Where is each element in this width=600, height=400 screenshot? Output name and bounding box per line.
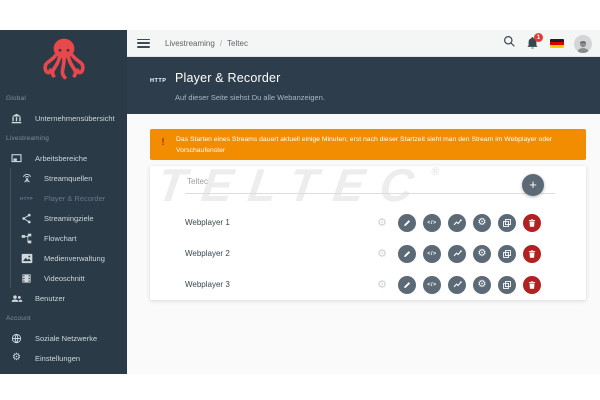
bank-icon — [9, 113, 24, 124]
main-content — [127, 114, 600, 374]
sidebar-item-arbeitsbereiche[interactable] — [0, 148, 127, 168]
processing-gear-icon: ⚙ — [377, 279, 387, 291]
breadcrumb-teltec[interactable]: Teltec — [227, 38, 248, 48]
users-icon — [9, 293, 24, 304]
webplayer-row — [150, 269, 586, 300]
filter-input[interactable] — [185, 170, 555, 194]
sidebar-item-flowchart[interactable] — [0, 228, 127, 248]
delete-button[interactable] — [523, 276, 541, 294]
duplicate-button[interactable] — [498, 276, 516, 294]
sidebar-section-account: Account — [6, 314, 31, 322]
duplicate-button[interactable] — [498, 245, 516, 263]
statistics-button[interactable] — [448, 245, 466, 263]
sidebar-item-label: Videoschnitt — [44, 273, 85, 283]
sidebar-item-benutzer[interactable] — [0, 288, 127, 308]
sidebar-section-global: Global — [6, 94, 26, 102]
gear-icon: ⚙ — [477, 247, 487, 259]
warning-banner — [150, 129, 586, 160]
menu-icon[interactable] — [137, 39, 150, 48]
edit-button[interactable] — [398, 245, 416, 263]
webplayer-name: Webplayer 3 — [185, 280, 230, 289]
sidebar-item-label: Einstellungen — [35, 353, 81, 363]
webplayer-name: Webplayer 1 — [185, 218, 230, 227]
webplayer-name: Webplayer 2 — [185, 249, 230, 258]
sidebar-item-label: Flowchart — [44, 233, 77, 243]
webplayer-list — [150, 207, 586, 300]
sidebar-indent-rail — [10, 168, 11, 288]
antenna-icon — [19, 172, 34, 184]
sidebar-item-label: Arbeitsbereiche — [35, 153, 88, 163]
sidebar-item-label: Player & Recorder — [44, 193, 106, 203]
notification-badge: 1 — [534, 33, 543, 42]
share-icon — [19, 213, 34, 224]
page-title: Player & Recorder — [175, 71, 281, 85]
film-icon — [19, 273, 34, 284]
sidebar-item-soziale-netzwerke[interactable] — [0, 328, 127, 348]
breadcrumb — [165, 39, 248, 48]
sidebar-item-unternehmensuebersicht[interactable] — [0, 108, 127, 128]
warning-text: Das Starten eines Streams dauert aktuell einige Minuten; erst nach dieser Startzeit sieht man den Stream im Webplayer oder Vorschaufenster — [176, 136, 553, 155]
http-badge: HTTP — [150, 78, 167, 84]
workspaces-icon — [9, 153, 24, 164]
notifications-bell-icon[interactable] — [526, 36, 540, 51]
page-header — [127, 57, 600, 114]
gear-icon: ⚙ — [477, 216, 487, 228]
duplicate-button[interactable] — [498, 214, 516, 232]
sidebar-item-streamquellen[interactable] — [0, 168, 127, 188]
breadcrumb-livestreaming[interactable]: Livestreaming — [165, 38, 215, 48]
sidebar-section-livestreaming: Livestreaming — [6, 134, 50, 142]
processing-gear-icon: ⚙ — [377, 217, 387, 229]
breadcrumb-separator: / — [219, 38, 223, 48]
flowchart-icon — [19, 233, 34, 244]
gear-icon: ⚙ — [477, 278, 487, 290]
http-icon: HTTP — [20, 195, 33, 201]
statistics-button[interactable] — [448, 214, 466, 232]
globe-icon — [9, 333, 24, 344]
search-icon[interactable] — [503, 35, 516, 53]
exclamation-icon: ! — [161, 137, 165, 148]
topbar — [127, 30, 600, 57]
edit-button[interactable] — [398, 214, 416, 232]
sidebar-item-label: Medienverwaltung — [44, 253, 105, 263]
settings-button[interactable] — [473, 214, 491, 232]
sidebar-item-label: Streamquellen — [44, 173, 93, 183]
sidebar-item-streamingziele[interactable] — [0, 208, 127, 228]
embed-code-button[interactable] — [423, 214, 441, 232]
delete-button[interactable] — [523, 245, 541, 263]
sidebar-item-videoschnitt[interactable] — [0, 268, 127, 288]
registered-mark: ® — [430, 166, 441, 178]
code-icon: </> — [427, 281, 437, 288]
sidebar-item-label: Soziale Netzwerke — [35, 333, 98, 343]
settings-button[interactable] — [473, 276, 491, 294]
code-icon: </> — [427, 219, 437, 226]
sidebar-item-medienverwaltung[interactable] — [0, 248, 127, 268]
teltec-watermark: TELTEC® — [154, 159, 441, 211]
embed-code-button[interactable] — [423, 245, 441, 263]
settings-button[interactable] — [473, 245, 491, 263]
code-icon: </> — [427, 250, 437, 257]
webplayer-row — [150, 207, 586, 238]
edit-button[interactable] — [398, 276, 416, 294]
gear-icon: ⚙ — [12, 352, 21, 363]
german-flag-icon[interactable] — [550, 39, 564, 48]
sidebar-item-label: Benutzer — [35, 293, 66, 303]
sidebar-item-einstellungen[interactable] — [0, 348, 127, 368]
sidebar-item-label: Streamingziele — [44, 213, 94, 223]
sidebar-item-player-recorder[interactable] — [0, 188, 127, 208]
embed-code-button[interactable] — [423, 276, 441, 294]
add-webplayer-button[interactable]: + — [522, 174, 544, 196]
statistics-button[interactable] — [448, 276, 466, 294]
sidebar-item-label: Unternehmensübersicht — [35, 113, 115, 123]
user-avatar[interactable] — [574, 35, 592, 53]
delete-button[interactable] — [523, 214, 541, 232]
page-subtitle: Auf dieser Seite siehst Du alle Webanzeigen. — [175, 93, 325, 102]
image-icon — [19, 253, 34, 264]
row-actions — [373, 207, 541, 238]
topbar-actions — [503, 30, 592, 57]
row-actions — [373, 269, 541, 300]
webplayer-card — [150, 159, 586, 300]
app-logo — [0, 30, 127, 88]
row-actions — [373, 238, 541, 269]
processing-gear-icon: ⚙ — [377, 248, 387, 260]
webplayer-row — [150, 238, 586, 269]
octopus-logo-icon — [40, 35, 88, 88]
sidebar — [0, 30, 127, 374]
